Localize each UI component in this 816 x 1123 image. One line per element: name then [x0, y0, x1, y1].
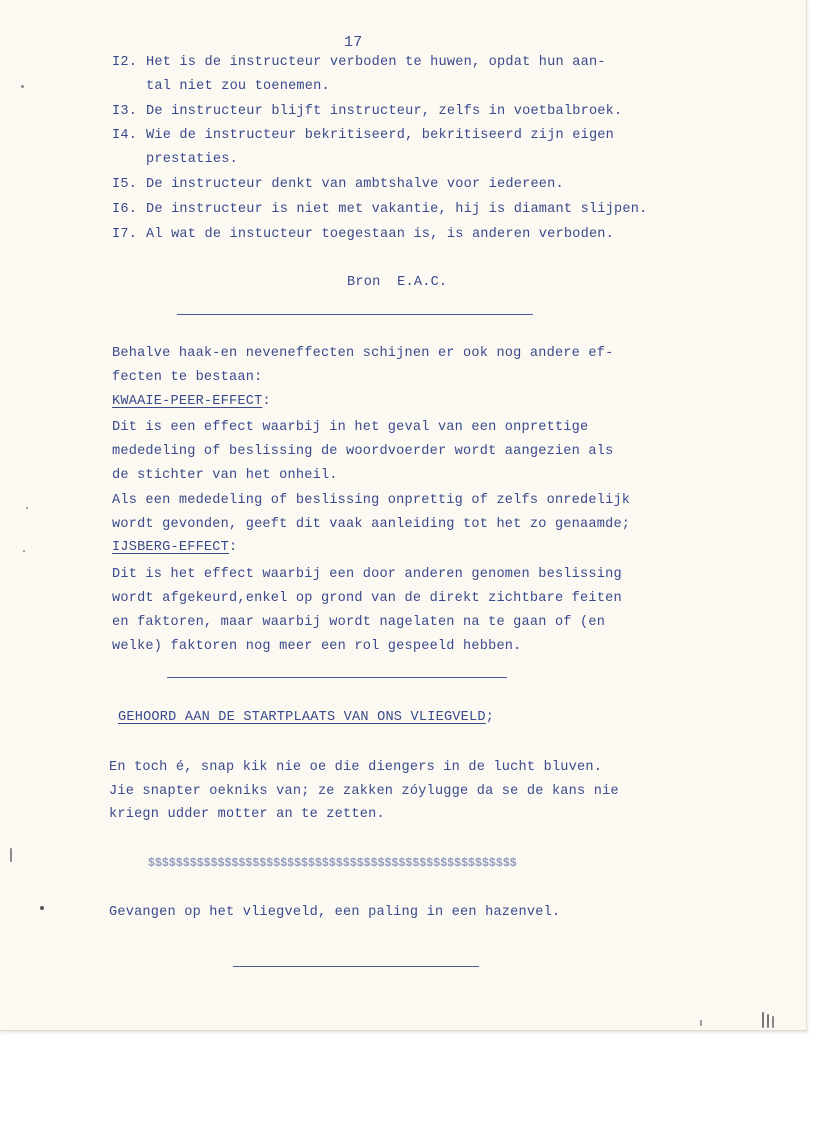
- struck-out-line: $$$$$$$$$$$$$$$$$$$$$$$$$$$$$$$$$$$$$$$$$$$$$$$$$$$$$: [148, 857, 517, 870]
- paragraph-line: wordt afgekeurd,enkel op grond van de direkt zichtbare feiten: [112, 591, 622, 606]
- effect-heading-colon: :: [262, 394, 271, 409]
- intro-line: fecten te bestaan:: [112, 370, 263, 385]
- page-number: 17: [344, 34, 363, 51]
- section-heading-text: GEHOORD AAN DE STARTPLAATS VAN ONS VLIEGVELD: [118, 710, 486, 725]
- rule-text: Het is de instructeur verboden te huwen, opdat hun aan-: [146, 55, 606, 70]
- paragraph-line: wordt gevonden, geeft dit vaak aanleiding tot het zo genaamde;: [112, 517, 631, 532]
- margin-speck: [23, 550, 25, 552]
- margin-speck: [767, 1014, 769, 1028]
- rule-number: I5.: [112, 177, 138, 192]
- divider: [167, 677, 507, 678]
- paragraph-line: mededeling of beslissing de woordvoerder wordt aangezien als: [112, 444, 614, 459]
- rule-number: I3.: [112, 104, 138, 119]
- rule-text: De instructeur blijft instructeur, zelfs in voetbalbroek.: [146, 104, 623, 119]
- margin-speck: [10, 848, 12, 862]
- margin-speck: [772, 1016, 774, 1028]
- effect-heading: [112, 540, 237, 556]
- dialect-line: En toch é, snap kik nie oe die diengers in de lucht bluven.: [109, 760, 603, 775]
- effect-heading: [112, 394, 271, 410]
- rule-text: Wie de instructeur bekritiseerd, bekritiseerd zijn eigen: [146, 128, 615, 143]
- rule-text: De instructeur is niet met vakantie, hij is diamant slijpen.: [146, 202, 648, 217]
- dialect-line: Jie snapter oekniks van; ze zakken zóylugge da se de kans nie: [109, 784, 619, 799]
- margin-speck: [26, 507, 28, 509]
- paragraph-line: welke) faktoren nog meer een rol gespeeld hebben.: [112, 639, 522, 654]
- source-attribution: Bron E.A.C.: [347, 275, 448, 290]
- rule-number: I4.: [112, 128, 138, 143]
- margin-speck: [762, 1012, 764, 1028]
- rule-text-continuation: tal niet zou toenemen.: [146, 79, 330, 94]
- divider: [233, 966, 479, 967]
- effect-heading-colon: :: [229, 540, 238, 555]
- rule-text: Al wat de instucteur toegestaan is, is anderen verboden.: [146, 227, 615, 242]
- paragraph-line: en faktoren, maar waarbij wordt nagelaten na te gaan of (en: [112, 615, 606, 630]
- paragraph-line: Als een mededeling of beslissing onprettig of zelfs onredelijk: [112, 493, 631, 508]
- section-heading: [118, 710, 494, 726]
- dialect-line: kriegn udder motter an te zetten.: [109, 807, 385, 822]
- effect-heading-text: IJSBERG-EFFECT: [112, 540, 230, 555]
- paragraph-line: Dit is het effect waarbij een door anderen genomen beslissing: [112, 567, 622, 582]
- rule-number: I6.: [112, 202, 138, 217]
- section-heading-colon: ;: [485, 710, 495, 725]
- closing-line: Gevangen op het vliegveld, een paling in een hazenvel.: [109, 905, 561, 920]
- margin-speck: [40, 906, 44, 910]
- margin-speck: [21, 85, 24, 88]
- margin-speck: [700, 1020, 702, 1026]
- paragraph-line: de stichter van het onheil.: [112, 468, 338, 483]
- rule-number: I2.: [112, 55, 138, 70]
- intro-line: Behalve haak-en neveneffecten schijnen er ook nog andere ef-: [112, 346, 614, 361]
- paragraph-line: Dit is een effect waarbij in het geval van een onprettige: [112, 420, 589, 435]
- rule-number: I7.: [112, 227, 138, 242]
- rule-text: De instructeur denkt van ambtshalve voor iedereen.: [146, 177, 564, 192]
- rule-text-continuation: prestaties.: [146, 152, 238, 167]
- divider: [177, 314, 533, 315]
- effect-heading-text: KWAAIE-PEER-EFFECT: [112, 394, 263, 409]
